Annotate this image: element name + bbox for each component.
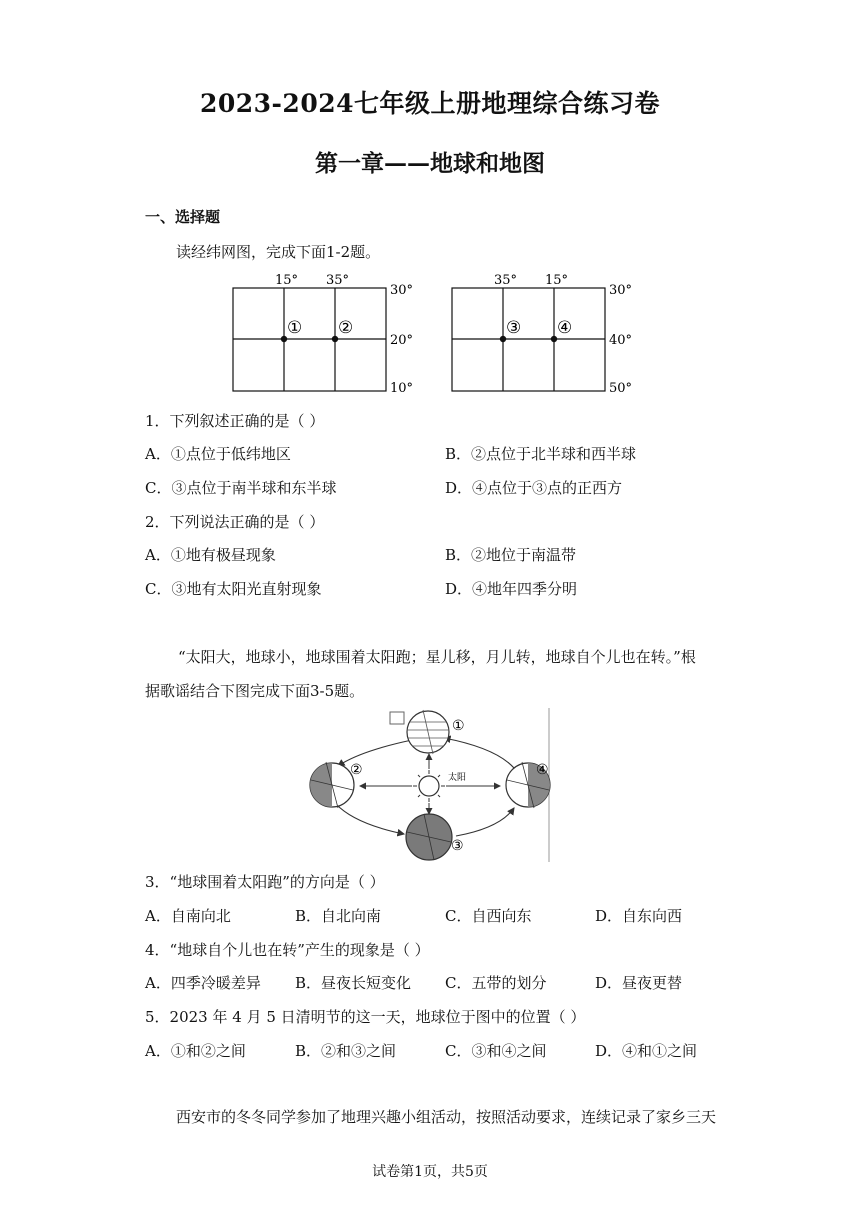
q2-option-a[interactable]: A．①地有极昼现象 [145,546,276,564]
earth-position-2 [310,762,354,808]
q5-stem: 5．2023 年 4 月 5 日清明节的这一天，地球位于图中的位置（ ） [145,1008,586,1026]
lon-label: 35° [494,273,518,288]
lon-label: 35° [326,273,350,288]
q3-option-b[interactable]: B．自北向南 [295,907,382,925]
sun-label: 太阳 [448,773,467,783]
sun-icon [413,770,445,802]
lon-label: 15° [545,273,569,288]
q1-option-d[interactable]: D．④点位于③点的正西方 [445,479,623,497]
q2-option-d[interactable]: D．④地年四季分明 [445,580,578,598]
page-footer: 试卷第1页，共5页 [372,1164,488,1180]
orbit-arc-2-3 [336,804,404,834]
intro-q3-5-line2: 据歌谣结合下图完成下面3-5题。 [145,682,365,700]
q3-option-a[interactable]: A．自南向北 [145,907,231,925]
orbit-arc-3-4 [456,808,514,836]
point-4-label: ④ [557,318,573,338]
q5-option-d[interactable]: D．④和①之间 [595,1042,698,1060]
lat-label: 40° [609,333,633,348]
point-2-label: ② [338,318,354,338]
intro-next-questions: 西安市的冬冬同学参加了地理兴趣小组活动，按照活动要求，连续记录了家乡三天 [176,1108,717,1126]
q5-option-c[interactable]: C．③和④之间 [445,1042,547,1060]
q1-option-a[interactable]: A．①点位于低纬地区 [145,445,291,463]
q4-option-d[interactable]: D．昼夜更替 [595,974,683,992]
q3-option-d[interactable]: D．自东向西 [595,907,683,925]
q1-option-c[interactable]: C．③点位于南半球和东半球 [145,479,337,497]
point-3-label: ③ [506,318,522,338]
position-4-label: ④ [536,762,549,778]
lat-long-grid-right [444,268,644,398]
orbit-arc-4-1 [444,738,514,768]
q4-option-b[interactable]: B．昼夜长短变化 [295,974,412,992]
lat-label: 30° [609,283,633,298]
lon-label: 15° [275,273,299,288]
lat-label: 20° [390,333,414,348]
earth-orbit-diagram [300,706,555,864]
intro-q1-2: 读经纬网图，完成下面1-2题。 [176,243,381,261]
position-3-label: ③ [451,838,464,854]
chapter-title: 第一章——地球和地图 [315,150,545,177]
earth-position-3 [406,814,452,860]
q3-option-c[interactable]: C．自西向东 [445,907,532,925]
point-1-label: ① [287,318,303,338]
earth-position-1 [407,710,449,754]
q1-option-b[interactable]: B．②点位于北半球和西半球 [445,445,637,463]
section-heading: 一、选择题 [145,208,221,226]
q5-option-a[interactable]: A．①和②之间 [145,1042,246,1060]
position-2-label: ② [350,762,363,778]
q1-stem: 1．下列叙述正确的是（ ） [145,412,325,430]
lat-label: 30° [390,283,414,298]
q4-option-a[interactable]: A．四季冷暖差异 [145,974,261,992]
lat-long-grid-left [225,268,425,398]
q4-stem: 4．“地球自个儿也在转”产生的现象是（ ） [145,941,430,959]
q2-option-c[interactable]: C．③地有太阳光直射现象 [145,580,322,598]
intro-q3-5-line1: “太阳大，地球小，地球围着太阳跑；星儿移，月儿转，地球自个儿也在转。”根 [178,648,696,666]
lat-label: 50° [609,381,633,396]
position-1-label: ① [452,718,465,734]
q3-stem: 3．“地球围着太阳跑”的方向是（ ） [145,873,385,891]
corner-mark [390,712,404,724]
q5-option-b[interactable]: B．②和③之间 [295,1042,397,1060]
q2-option-b[interactable]: B．②地位于南温带 [445,546,577,564]
q4-option-c[interactable]: C．五带的划分 [445,974,547,992]
page-title: 2023-2024七年级上册地理综合练习卷 [199,89,661,118]
q2-stem: 2．下列说法正确的是（ ） [145,513,325,531]
lat-label: 10° [390,381,414,396]
